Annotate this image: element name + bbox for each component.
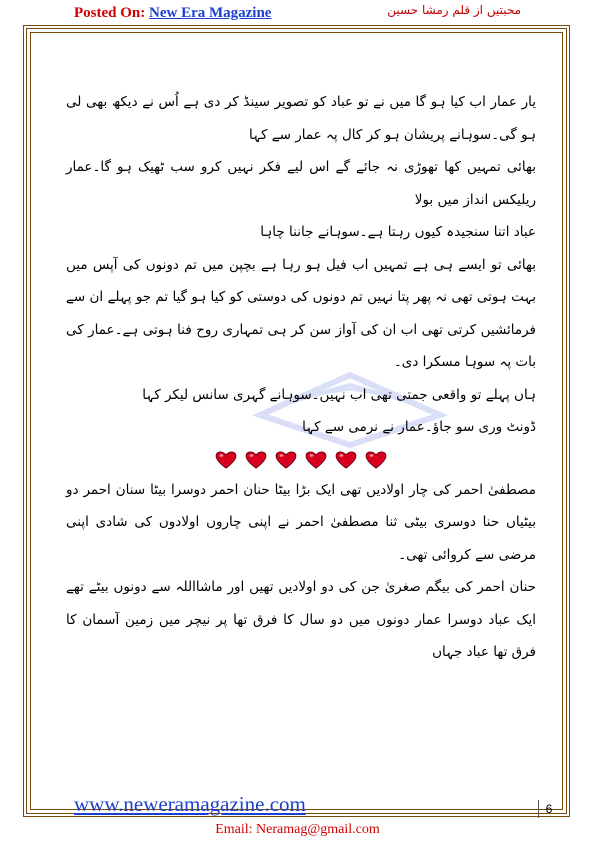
paragraph: بھائی تو ایسے ہی ہے تمہیں اب فیل ہو رہا ہے بچپن میں تم دونوں کی آپس میں بہت ہوتی تھی نہ پھر پتا نہیں تم دونوں کی دوستی کو کیا ہو گیا تم جو پہلے ان سے فرمائشیں کرتی تھی اب ان کی آواز سن کر ہی تمہاری روح فنا ہوتی ہے۔عمار کی بات پہ سوہا مسکرا دی۔: [66, 256, 536, 370]
page-number: 6: [538, 800, 559, 818]
author-credit: محبتیں از قلم رمشا حسین: [387, 3, 521, 17]
paragraph: حنان احمر کی بیگم صغریٰ جن کی دو اولادیں تھیں اور ماشااللہ سے دونوں بیٹے تھے ایک عباد دوسرا عمار دونوں میں دو سال کا فرق تھا پر نیچر میں زمین آسمان کا فرق تھا عباد جہاں: [66, 579, 536, 660]
heart-icon: [335, 451, 357, 469]
paragraph: یار عمار اب کیا ہو گا میں نے تو عباد کو تصویر سینڈ کر دی ہے اُس نے دیکھ بھی لی ہو گی۔سوہانے پریشان ہو کر کال پہ عمار سے کہا: [66, 94, 536, 143]
paragraph: عباد اتنا سنجیدہ کیوں رہتا ہے۔سوہانے جاننا چاہا: [260, 224, 536, 240]
paragraph: ہاں پہلے تو واقعی جمتی تھی اب نہیں۔سوہانے گہری سانس لیکر کہا: [142, 386, 536, 403]
posted-on-text: Posted On:: [74, 5, 146, 21]
heart-icon: [275, 451, 297, 469]
paragraph: ڈونٹ وری سو جاؤ۔عمار نے نرمی سے کہا: [302, 419, 536, 435]
paragraph: بھائی تمہیں کھا تھوڑی نہ جائے گے اس لیے فکر نہیں کرو سب ٹھیک ہو گا۔عمار ریلیکس انداز میں بولا: [66, 159, 536, 208]
footer-email: Email: Neramag@gmail.com: [215, 822, 380, 837]
heart-icon: [215, 451, 237, 469]
posted-on-label: [74, 5, 271, 22]
paragraph: مصطفیٰ احمر کی چار اولادیں تھی ایک بڑا بیٹا حنان احمر دوسرا بیٹا سنان احمر دو بیٹیاں حنا دوسری بیٹی ثنا مصطفیٰ احمر نے اپنی چاروں اولادوں کی شادی اپنی مرضی سے کروائی تھی۔: [66, 481, 536, 563]
heart-icon: [305, 451, 327, 469]
magazine-link[interactable]: New Era Magazine: [149, 5, 272, 21]
heart-divider: [66, 448, 536, 472]
page-header: [0, 0, 595, 26]
footer-website-link[interactable]: www.neweramagazine.com: [74, 792, 306, 816]
heart-icon: [365, 451, 387, 469]
article-body: [66, 86, 536, 669]
heart-icon: [245, 451, 267, 469]
